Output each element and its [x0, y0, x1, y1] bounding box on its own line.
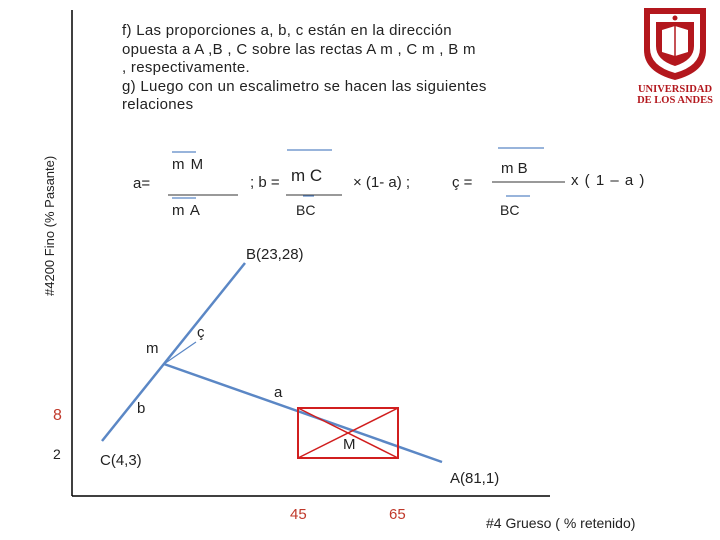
formula-b-label: ; b = [250, 174, 280, 191]
point-m-label: m [146, 340, 159, 357]
x-axis-label: #4 Grueso ( % retenido) [486, 515, 636, 531]
logo-line-2: DE LOS ANDES [637, 95, 713, 106]
formula-a-denominator: m A [172, 202, 201, 219]
segment-b-label: b [137, 400, 146, 417]
instruction-text [122, 22, 487, 115]
logo-line-1: UNIVERSIDAD [637, 84, 713, 95]
x-tick-45: 45 [290, 506, 307, 523]
line-m-to-A [164, 364, 442, 462]
x-tick-65: 65 [389, 506, 406, 523]
formula-c-numerator: m B [501, 160, 528, 177]
text-line-3: , respectivamente. [122, 59, 250, 76]
segment-c-label: ç [197, 324, 205, 341]
formula-a-numerator: m M [172, 156, 205, 173]
university-seal-icon [644, 8, 706, 80]
formula-a-label: a= [133, 175, 151, 192]
formula-c-label: ç = [452, 174, 473, 191]
formula-b-numerator: m C [291, 166, 323, 185]
point-M-label: M [343, 436, 356, 453]
y-tick-2: 2 [53, 446, 61, 462]
text-line-1: f) Las proporciones a, b, c están en la dirección [122, 22, 452, 39]
line-C-to-B [102, 263, 245, 441]
formula-b-denominator: BC [296, 202, 316, 218]
point-C-label: C(4,3) [100, 452, 142, 469]
text-line-4: g) Luego con un escalimetro se hacen las siguientes [122, 77, 487, 95]
y-tick-8: 8 [53, 407, 62, 424]
point-B-label: B(23,28) [246, 246, 304, 263]
y-axis-label: #4200 Fino (% Pasante) [42, 155, 57, 296]
text-line-2: opuesta a A ,B , C sobre las rectas A m , C m , B m [122, 40, 476, 58]
formula-times-1-minus-a: × (1- a) ; [353, 174, 411, 191]
segment-a-label: a [274, 384, 283, 401]
point-A-label: A(81,1) [450, 470, 500, 487]
text-line-5: relaciones [122, 96, 194, 113]
formula-c-denominator: BC [500, 202, 520, 218]
university-logo-text [628, 84, 720, 106]
formula-c-tail: x ( 1 – a ) [571, 172, 646, 189]
